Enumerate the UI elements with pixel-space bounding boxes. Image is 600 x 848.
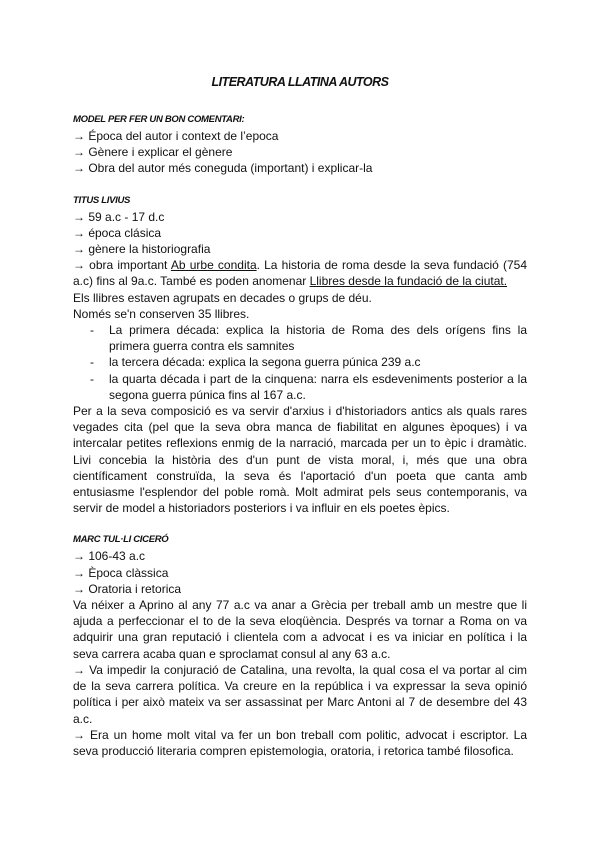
ciceron-section <box>73 532 527 759</box>
livius-dates: → 59 a.c - 17 d.c <box>73 209 165 224</box>
model-line: → Época del autor i context de l’epoca <box>73 129 279 143</box>
dash-bullet: - <box>90 355 94 370</box>
obra-title: Ab urbe condita <box>170 258 257 273</box>
ciceron-paragraph: → Va impedir la conjuració de Catalina, una revolta, la qual cosa el va portar al cim de la seva carrera política. Va creure en la república i va expressar la seva opinió política i per això mateix va ser assassinat per Marc Antoni al 7 de desembre del 43 a.c. <box>73 662 527 726</box>
ciceron-paragraph: Va néixer a Aprino al any 77 a.c va anar a Grècia per treball amb un mestre que li ajuda a perfeccionar el to de la seva eloqüència. Després va tornar a Roma on va adquirir una gran reputació i clientela com a advocat i es va iniciar en política i la seva carrera acaba quan e sproclamat consul al any 63 a.c. <box>73 598 527 661</box>
model-section <box>73 112 527 177</box>
obra-alt-title: Llibres desde la fundació de la ciutat. <box>309 274 508 289</box>
section-gap <box>73 177 527 193</box>
ciceron-genre: → Oratoria i retorica <box>73 581 182 596</box>
document-title: LITERATURA LLATINA AUTORS <box>211 75 389 89</box>
list-item-text: la tercera década: explica la segona guerra púnica 239 a.c <box>109 355 421 370</box>
livius-composition-paragraph: Per a la seva composició es va servir d'arxius i d'historiadors antics als quals rares vegades cita (pel que la seva obra manca de fiabilitat en algunes èpoques) i va intercalar petites reflexions enmig de la narració, marcada per un to èpic i dramàtic. Livi concebia la història des d'un punt de vista moral, i, més que una obra científicament construïda, la seva és l'aportació d'un poeta que canta amb entusiasme l'esplendor del poble romà. Molt admirat pels seus contemporanis, va servir de model a historiadors posteriors i va influir en els poetes èpics. <box>73 404 527 516</box>
decades-list <box>73 322 527 403</box>
list-item-text: la quarta década i part de la cinquena: narra els esdeveniments posterior a la segona guerra púnica fins al 167 a.c. <box>109 371 527 402</box>
livius-epoch: → época clásica <box>73 225 162 240</box>
obra-description: . La historia de roma desde la seva fundació (754 a.c) fins al 9a.c. També es poden anomenar <box>73 258 527 289</box>
list-item <box>73 371 527 403</box>
model-line: → Obra del autor més coneguda (important) i explicar-la <box>73 161 373 176</box>
livius-genre: → gènere la historiografia <box>73 242 211 257</box>
model-heading: MODEL PER FER UN BON COMENTARI: <box>73 114 245 125</box>
livius-conserved: Només se'n conserven 35 llibres. <box>73 306 250 321</box>
document-body <box>73 112 527 759</box>
section-gap <box>73 516 527 532</box>
livius-heading: TITUS LIVIUS <box>73 194 131 206</box>
ciceron-dates: → 106-43 a.c <box>73 549 146 564</box>
ciceron-epoch: → Època clàssica <box>73 565 169 580</box>
ciceron-paragraph: → Era un home molt vital va fer un bon treball com politic, advocat i escriptor. La seva producció literaria compren epistemologia, oratoria, i retorica també filosofica. <box>73 727 527 758</box>
list-item <box>73 354 527 370</box>
ciceron-heading: MARC TUL·LI CICERÓ <box>73 534 169 546</box>
model-line: → Gènere i explicar el gènere <box>73 145 233 160</box>
dash-bullet: - <box>90 323 94 338</box>
livius-books-grouping: Els llibres estaven agrupats en decades o grups de déu. <box>73 290 372 305</box>
obra-prefix: → obra important <box>73 258 171 273</box>
list-item-text: La primera década: explica la historia de Roma des dels orígens fins la primera guerra contra els samnites <box>109 323 527 354</box>
list-item <box>73 322 527 354</box>
livius-section <box>73 193 527 517</box>
livius-obra-paragraph <box>73 257 527 289</box>
dash-bullet: - <box>90 371 94 386</box>
